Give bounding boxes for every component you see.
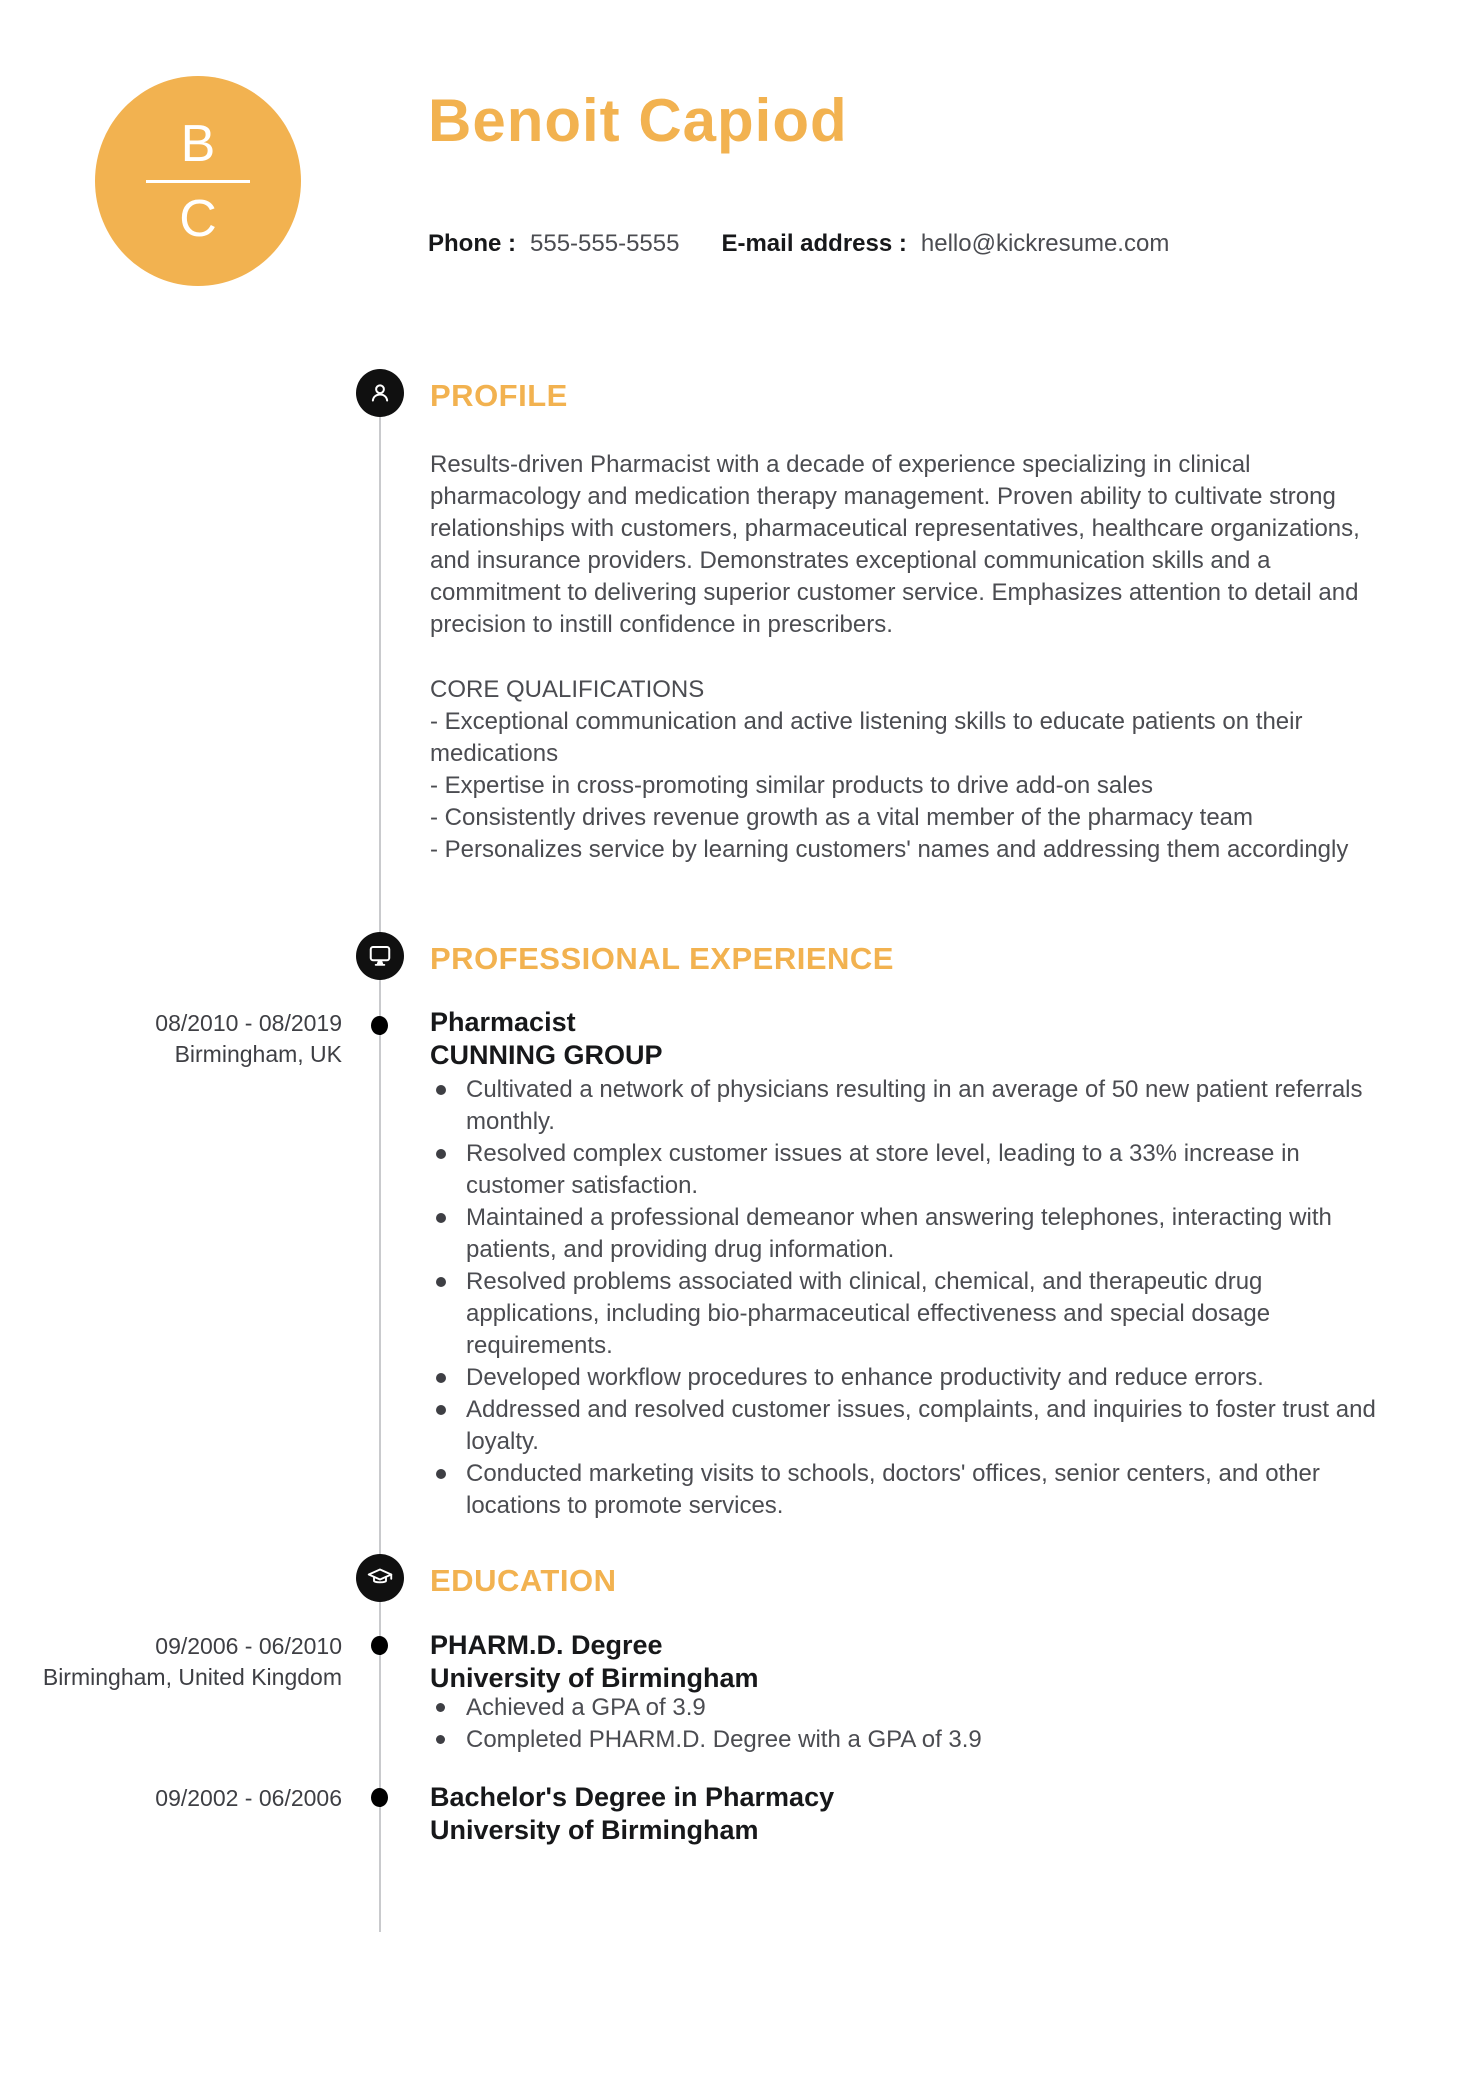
core-qualification-item: - Expertise in cross-promoting similar products to drive add-on sales — [430, 772, 1153, 799]
job-title: Pharmacist — [430, 1007, 576, 1037]
avatar-divider — [146, 180, 250, 183]
timeline-dot-education2 — [371, 1788, 388, 1807]
core-qualifications-title: CORE QUALIFICATIONS — [430, 676, 705, 703]
job-bullet: Resolved problems associated with clinical, chemical, and therapeutic drug applications, including bio-pharmaceutical effectiveness and special dosage requirements. — [430, 1266, 1398, 1362]
job-bullet: Resolved complex customer issues at store level, leading to a 33% increase in customer satisfaction. — [430, 1138, 1398, 1202]
timeline-line — [379, 413, 381, 1932]
core-qualifications — [430, 674, 1392, 866]
degree-title: Bachelor's Degree in Pharmacy — [430, 1782, 835, 1812]
user-icon — [365, 378, 395, 408]
graduation-cap-icon — [365, 1563, 395, 1593]
page-title: Benoit Capiod — [428, 87, 848, 154]
education-bullet: Achieved a GPA of 3.9 — [430, 1692, 1398, 1724]
education2-header — [430, 1781, 1392, 1847]
monitor-icon — [365, 941, 395, 971]
job-bullet: Maintained a professional demeanor when answering telephones, interacting with patients, and providing drug information. — [430, 1202, 1398, 1266]
contact-line — [428, 230, 1169, 258]
core-qualification-item: - Consistently drives revenue growth as a vital member of the pharmacy team — [430, 804, 1254, 831]
profile-paragraph: Results-driven Pharmacist with a decade of experience specializing in clinical pharmacology and medication therapy management. Proven ability to cultivate strong relationships with customers, pharmaceutical representatives, healthcare organizations, and insurance providers. Demonstrates exceptional communication skills and a commitment to delivering superior customer service. Emphasizes attention to detail and precision to instill confidence in prescribers. — [430, 451, 1360, 638]
timeline-dot-education1 — [371, 1636, 388, 1655]
job-location: Birmingham, UK — [174, 1041, 342, 1067]
job-bullet: Developed workflow procedures to enhance productivity and reduce errors. — [430, 1362, 1398, 1394]
degree-title: PHARM.D. Degree — [430, 1630, 663, 1660]
education-bullet: Completed PHARM.D. Degree with a GPA of 3.9 — [430, 1724, 1398, 1756]
experience-section-title: PROFESSIONAL EXPERIENCE — [430, 941, 894, 976]
job-dates: 08/2010 - 08/2019 — [155, 1010, 342, 1036]
profile-section-icon — [356, 369, 404, 417]
job-bullet: Conducted marketing visits to schools, doctors' offices, senior centers, and other locations to promote services. — [430, 1458, 1398, 1522]
company-name: CUNNING GROUP — [430, 1040, 663, 1070]
job-bullet: Cultivated a network of physicians resulting in an average of 50 new patient referrals monthly. — [430, 1074, 1398, 1138]
avatar-initial-bottom: C — [179, 189, 217, 248]
education1-header — [430, 1629, 1392, 1695]
education2-dates — [30, 1783, 342, 1814]
profile-body — [430, 449, 1392, 866]
phone-label: Phone : — [428, 230, 516, 257]
job-entry-header — [430, 1006, 1392, 1072]
education-location: Birmingham, United Kingdom — [42, 1664, 342, 1690]
avatar-initial-top: B — [180, 114, 216, 173]
education-dates: 09/2006 - 06/2010 — [155, 1633, 342, 1659]
phone-value: 555-555-5555 — [530, 230, 680, 257]
school-name: University of Birmingham — [430, 1663, 759, 1693]
avatar — [95, 76, 301, 286]
education1-bullet-list — [430, 1692, 1398, 1756]
core-qualification-item: - Personalizes service by learning customers' names and addressing them accordingly — [430, 836, 1349, 863]
email-label: E-mail address : — [721, 230, 907, 257]
email-value: hello@kickresume.com — [920, 230, 1170, 257]
education-dates: 09/2002 - 06/2006 — [155, 1785, 342, 1811]
core-qualification-item: - Exceptional communication and active listening skills to educate patients on their medications — [430, 708, 1303, 767]
timeline-dot-job — [371, 1016, 388, 1035]
profile-section-title: PROFILE — [430, 378, 568, 413]
experience-section-icon — [356, 932, 404, 980]
education-section-title: EDUCATION — [430, 1563, 617, 1598]
education1-dates-location — [30, 1631, 342, 1693]
job-bullet: Addressed and resolved customer issues, complaints, and inquiries to foster trust and loyalty. — [430, 1394, 1398, 1458]
education-section-icon — [356, 1554, 404, 1602]
job-bullet-list — [430, 1074, 1398, 1522]
school-name: University of Birmingham — [430, 1815, 759, 1845]
job-dates-location — [30, 1008, 342, 1070]
